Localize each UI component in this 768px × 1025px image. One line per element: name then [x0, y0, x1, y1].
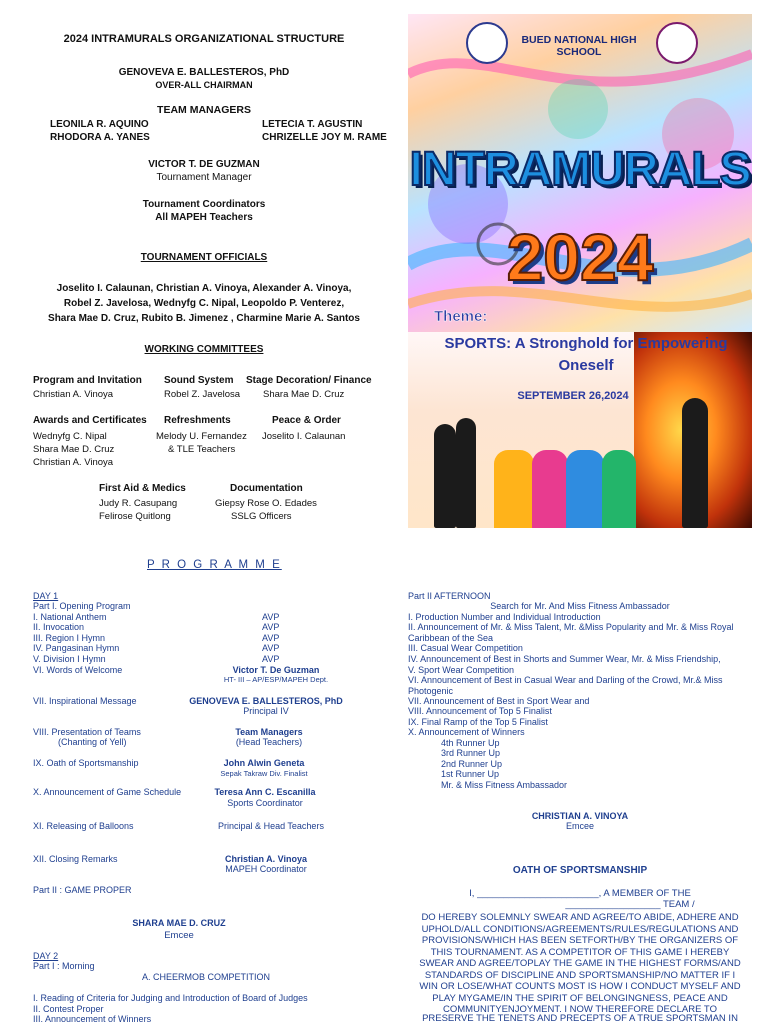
- programme-speaker-role: HT- III – AP/ESP/MAPEH Dept.: [223, 675, 329, 684]
- programme-item: IV. Pangasinan Hymn: [33, 643, 120, 653]
- programme-speaker: John Alwin Geneta: [223, 758, 305, 768]
- oath-body-line: THIS TOURNAMENT. AS A COMPETITOR OF THIS GAME I HEREBY: [430, 947, 730, 958]
- crowd-graphic: [566, 450, 604, 528]
- runner-up-item: 1st Runner Up: [441, 769, 500, 779]
- programme-item: VIII. Presentation of Teams: [33, 727, 141, 737]
- programme-speaker: GENOVEVA E. BALLESTEROS, PhD: [189, 696, 343, 706]
- chair-name: GENOVEVA E. BALLESTEROS, PhD: [118, 67, 290, 78]
- team-manager: RHODORA A. YANES: [50, 132, 150, 143]
- runner-up-item: Mr. & Miss Fitness Ambassador: [441, 780, 568, 790]
- deped-seal-icon: [656, 22, 698, 64]
- team-manager: CHRIZELLE JOY M. RAME: [262, 132, 387, 143]
- day-label: DAY 2: [33, 951, 59, 961]
- programme-speaker: Victor T. De Guzman: [232, 665, 320, 675]
- committees-header: WORKING COMMITTEES: [144, 344, 264, 355]
- oath-line: __________________ TEAM /: [565, 899, 695, 910]
- programme-speaker-role: (Head Teachers): [235, 737, 303, 747]
- runner-up-item: 4th Runner Up: [441, 738, 500, 748]
- officials-line: Robel Z. Javelosa, Wednyfg C. Nipal, Leopoldo P. Venterez,: [63, 298, 345, 309]
- search-heading: Search for Mr. And Miss Fitness Ambassador: [490, 601, 670, 611]
- emcee-name: CHRISTIAN A. VINOYA: [531, 811, 629, 821]
- committee-heading: Program and Invitation: [33, 375, 142, 386]
- oath-body-line: PLAY MYGAME/IN THE SPIRIT OF BELONGINGNESS, PEACE AND: [432, 993, 728, 1004]
- committee-member: Christian A. Vinoya: [33, 457, 114, 468]
- committee-heading: Awards and Certificates: [33, 415, 147, 426]
- intramurals-poster: [408, 14, 752, 528]
- committee-heading: Sound System: [164, 375, 234, 386]
- programme-item: XII. Closing Remarks: [33, 854, 118, 864]
- oath-body-line: SWEAR AND AGREE/TOPLAY THE GAME IN THE HIGHEST FORMS/AND: [419, 958, 741, 969]
- day-label: DAY 1: [33, 591, 59, 601]
- committee-heading: Documentation: [230, 483, 303, 494]
- oath-body-line: WIN OR LOSE/WHAT COUNTS MOST IS HOW I CONDUCT MYSELF AND: [419, 981, 741, 992]
- silhouette: [456, 418, 476, 528]
- afternoon-item: Photogenic: [408, 686, 454, 696]
- oath-body-line: PROVISIONS/WHICH HAS BEEN SETFORTH/BY THE ORGANIZERS OF: [421, 935, 739, 946]
- programme-item: VI. Words of Welcome: [33, 665, 123, 675]
- programme-item: X. Announcement of Game Schedule: [33, 787, 182, 797]
- poster-school-name: BUED NATIONAL HIGH SCHOOL: [521, 34, 637, 58]
- committee-member: Giepsy Rose O. Edades: [215, 498, 317, 509]
- programme-speaker: Teresa Ann C. Escanilla: [214, 787, 316, 797]
- poster-theme: SPORTS: A Stronghold for Empowering: [444, 335, 728, 352]
- officials-line: Joselito I. Calaunan, Christian A. Vinoya, Alexander A. Vinoya,: [56, 283, 352, 294]
- afternoon-item: VIII. Announcement of Top 5 Finalist: [408, 706, 552, 716]
- cheer-item: II. Contest Proper: [33, 1004, 104, 1014]
- officials-line: Shara Mae D. Cruz, Rubito B. Jimenez , Charmine Marie A. Santos: [48, 313, 360, 324]
- afternoon-item: IV. Announcement of Best in Shorts and Summer Wear, Mr. & Miss Friendship,: [408, 654, 721, 664]
- silhouette: [434, 424, 456, 528]
- programme-item-right: AVP: [262, 622, 280, 632]
- runner-up-item: 2nd Runner Up: [441, 759, 503, 769]
- committee-member: Joselito I. Calaunan: [262, 431, 346, 442]
- committee-member: Judy R. Casupang: [99, 498, 178, 509]
- committee-member: Felirose Quitlong: [99, 511, 171, 522]
- runner-up-item: 3rd Runner Up: [441, 748, 501, 758]
- committee-member: Wednyfg C. Nipal: [33, 431, 107, 442]
- team-manager: LEONILA R. AQUINO: [50, 119, 149, 130]
- oath-body-line: UPHOLD/ALL CONDITIONS/AGREEMENTS/RULES/REGULATIONS AND: [421, 924, 739, 935]
- silhouette: [682, 398, 708, 528]
- emcee-role: Emcee: [164, 930, 194, 941]
- part-label: Part II : GAME PROPER: [33, 885, 132, 895]
- programme-speaker-role: Principal IV: [243, 706, 289, 716]
- afternoon-item: IX. Final Ramp of the Top 5 Finalist: [408, 717, 548, 727]
- committee-heading: Refreshments: [164, 415, 231, 426]
- poster-year: 2024: [506, 220, 654, 294]
- part-label: Part I. Opening Program: [33, 601, 131, 611]
- team-manager: LETECIA T. AGUSTIN: [262, 119, 363, 130]
- chair-role: OVER-ALL CHAIRMAN: [155, 80, 253, 90]
- programme-item-right: AVP: [262, 643, 280, 653]
- committee-member: Melody U. Fernandez: [156, 431, 247, 442]
- committee-member: Christian A. Vinoya: [33, 389, 114, 400]
- afternoon-item: Caribbean of the Sea: [408, 633, 494, 643]
- committee-member: SSLG Officers: [231, 511, 292, 522]
- part-label: Part I : Morning: [33, 961, 95, 971]
- poster-theme-label: Theme:: [434, 308, 488, 325]
- coordinators-header: Tournament Coordinators: [142, 199, 266, 210]
- programme-speaker-role: Sports Coordinator: [227, 798, 303, 808]
- cheer-heading: A. CHEERMOB COMPETITION: [141, 972, 270, 982]
- programme-speaker: Principal & Head Teachers: [218, 821, 324, 831]
- part-label: Part II AFTERNOON: [408, 591, 491, 601]
- crowd-graphic: [532, 450, 568, 528]
- programme-speaker-role: Sepak Takraw Div. Finalist: [220, 769, 308, 778]
- programme-item-right: AVP: [262, 612, 280, 622]
- committee-heading: Stage Decoration/ Finance: [246, 375, 372, 386]
- officials-header: TOURNAMENT OFFICIALS: [140, 252, 268, 263]
- programme-speaker: Team Managers: [235, 727, 303, 737]
- programme-item: IX. Oath of Sportsmanship: [33, 758, 139, 768]
- programme-item-right: AVP: [262, 654, 280, 664]
- emcee-role: Emcee: [565, 821, 594, 831]
- org-title: 2024 INTRAMURALS ORGANIZATIONAL STRUCTURE: [63, 33, 345, 45]
- oath-body-line: COMMUNITYENJOYMENT. I NOW THEREFORE DECLARE TO: [443, 1004, 717, 1015]
- oath-body-line: DO HEREBY SOLEMNLY SWEAR AND AGREE/TO ABIDE, ADHERE AND: [421, 912, 739, 923]
- team-managers-header: TEAM MANAGERS: [157, 104, 251, 116]
- programme-item-right: AVP: [262, 633, 280, 643]
- school-seal-icon: [466, 22, 508, 64]
- oath-line: I, _______________________, A MEMBER OF THE: [469, 888, 691, 899]
- committee-heading: First Aid & Medics: [99, 483, 186, 494]
- tournament-manager-role: Tournament Manager: [156, 172, 252, 183]
- cheer-item: III. Announcement of Winners: [33, 1014, 152, 1024]
- programme-title: P R O G R A M M E: [147, 559, 282, 571]
- cheer-item: I. Reading of Criteria for Judging and Introduction of Board of Judges: [33, 993, 308, 1003]
- coordinators-value: All MAPEH Teachers: [155, 212, 253, 223]
- programme-item: VII. Inspirational Message: [33, 696, 137, 706]
- programme-speaker: Christian A. Vinoya: [224, 854, 308, 864]
- committee-member: Shara Mae D. Cruz: [33, 444, 115, 455]
- oath-body-line: STANDARDS OF DISCIPLINE AND SPORTSMANSHIP/NO MATTER IF I: [424, 970, 736, 981]
- oath-title: OATH OF SPORTSMANSHIP: [512, 865, 648, 876]
- programme-speaker-role: MAPEH Coordinator: [225, 864, 307, 874]
- oath-body-line: PRESERVE THE TENETS AND PRECEPTS OF A TRUE SPORTSMAN IN: [422, 1013, 738, 1024]
- afternoon-item: VII. Announcement of Best in Sport Wear and: [408, 696, 590, 706]
- crowd-graphic: [602, 450, 636, 528]
- afternoon-item: II. Announcement of Mr. & Miss Talent, Mr. &Miss Popularity and Mr. & Miss Royal: [408, 622, 734, 632]
- programme-item-sub: (Chanting of Yell): [58, 737, 127, 747]
- programme-item: I. National Anthem: [33, 612, 107, 622]
- crowd-graphic: [494, 450, 534, 528]
- programme-item: III. Region I Hymn: [33, 633, 106, 643]
- afternoon-item: III. Casual Wear Competition: [408, 643, 523, 653]
- committee-member: Shara Mae D. Cruz: [263, 389, 345, 400]
- afternoon-item: VI. Announcement of Best in Casual Wear and Darling of the Crowd, Mr.& Miss: [408, 675, 723, 685]
- afternoon-item: I. Production Number and Individual Introduction: [408, 612, 601, 622]
- programme-item: V. Division I Hymn: [33, 654, 106, 664]
- committee-member: & TLE Teachers: [168, 444, 236, 455]
- afternoon-item: X. Announcement of Winners: [408, 727, 525, 737]
- committee-member: Robel Z. Javelosa: [164, 389, 241, 400]
- committee-heading: Peace & Order: [272, 415, 341, 426]
- afternoon-item: V. Sport Wear Competition: [408, 665, 515, 675]
- emcee-name: SHARA MAE D. CRUZ: [132, 918, 226, 928]
- tournament-manager-name: VICTOR T. DE GUZMAN: [148, 159, 260, 170]
- poster-intramurals: INTRAMURALS: [409, 143, 751, 196]
- poster-date: SEPTEMBER 26,2024: [517, 390, 629, 402]
- programme-item: II. Invocation: [33, 622, 85, 632]
- programme-item: XI. Releasing of Balloons: [33, 821, 134, 831]
- poster-theme: Oneself: [558, 357, 614, 374]
